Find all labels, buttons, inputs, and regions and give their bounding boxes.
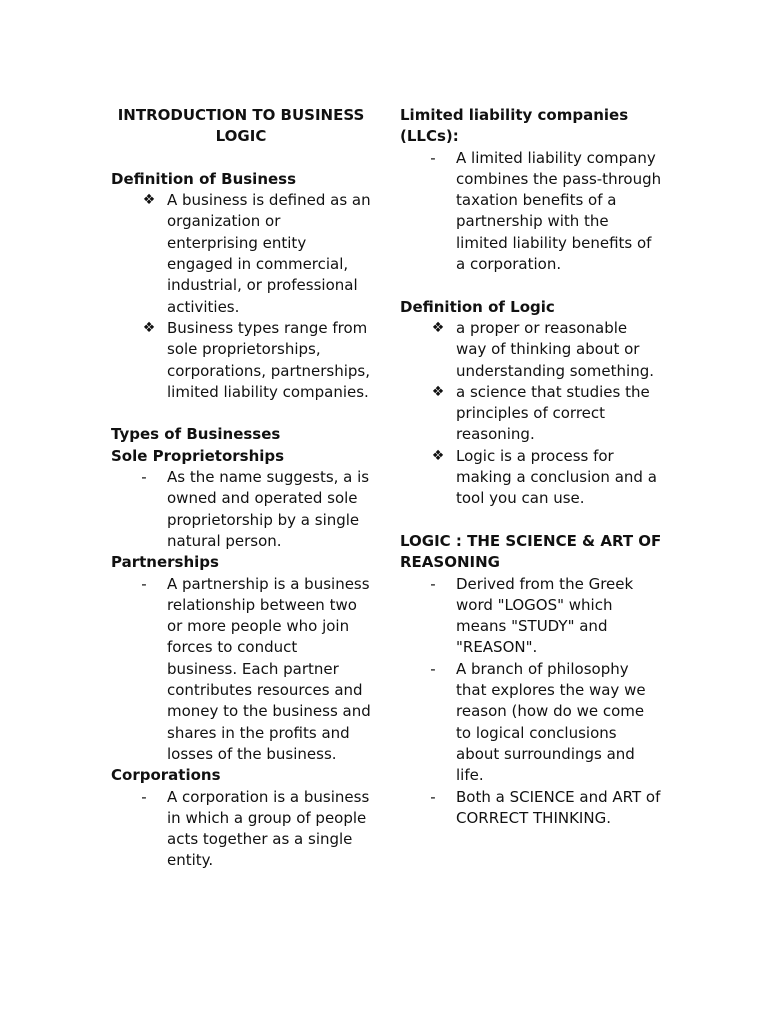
dash-bullet: - (430, 659, 436, 678)
list-item: - Both a SCIENCE and ART of CORRECT THINKING. (400, 787, 662, 830)
sole-proprietorships-heading: Sole Proprietorships (111, 446, 285, 465)
list-item: - A partnership is a business relationship between two or more people who join forces to conduct business. Each partner contributes resources and money to the business and shares in the profits and losses of the business. (111, 574, 371, 766)
diamond-bullet-icon: ❖ (431, 319, 445, 336)
list-item: ❖ A business is defined as an organization or enterprising entity engaged in commercial, industrial, or professional activities. (111, 190, 371, 318)
list-item: ❖ a science that studies the principles of correct reasoning. (400, 382, 662, 446)
list-item: ❖ a proper or reasonable way of thinking about or understanding something. (400, 318, 662, 382)
dash-bullet: - (430, 787, 436, 806)
dash-bullet: - (430, 148, 436, 167)
list-item: - A corporation is a business in which a group of people acts together as a single entity. (111, 787, 371, 872)
definition-of-business-heading: Definition of Business (111, 169, 297, 188)
corporations-heading: Corporations (111, 766, 221, 785)
right-column (400, 105, 662, 829)
diamond-bullet-icon: ❖ (431, 447, 445, 464)
list-item: ❖ Business types range from sole proprietorships, corporations, partnerships, limited liability companies. (111, 318, 371, 403)
list-item: - A branch of philosophy that explores the way we reason (how do we come to logical conclusions about surroundings and life. (400, 659, 662, 787)
diamond-bullet-icon: ❖ (142, 192, 156, 209)
dash-bullet: - (141, 574, 147, 593)
logic-science-art-heading: LOGIC : THE SCIENCE & ART OF REASONING (400, 531, 662, 572)
diamond-bullet-icon: ❖ (431, 383, 445, 400)
dash-bullet: - (141, 787, 147, 806)
left-column (111, 105, 371, 872)
types-of-businesses-heading: Types of Businesses (111, 425, 281, 444)
list-item: - As the name suggests, a is owned and operated sole proprietorship by a single natural person. (111, 467, 371, 552)
list-item: - Derived from the Greek word "LOGOS" which means "STUDY" and "REASON". (400, 574, 662, 659)
partnerships-heading: Partnerships (111, 553, 219, 572)
list-item: - A limited liability company combines the pass-through taxation benefits of a partnership with the limited liability benefits of a corporation. (400, 148, 662, 276)
document-title: INTRODUCTION TO BUSINESS LOGIC (117, 106, 365, 146)
dash-bullet: - (430, 574, 436, 593)
diamond-bullet-icon: ❖ (142, 319, 156, 336)
definition-of-logic-heading: Definition of Logic (400, 297, 555, 316)
llc-heading: Limited liability companies (LLCs): (400, 106, 629, 146)
dash-bullet: - (141, 468, 147, 487)
list-item: ❖ Logic is a process for making a conclusion and a tool you can use. (400, 446, 662, 510)
